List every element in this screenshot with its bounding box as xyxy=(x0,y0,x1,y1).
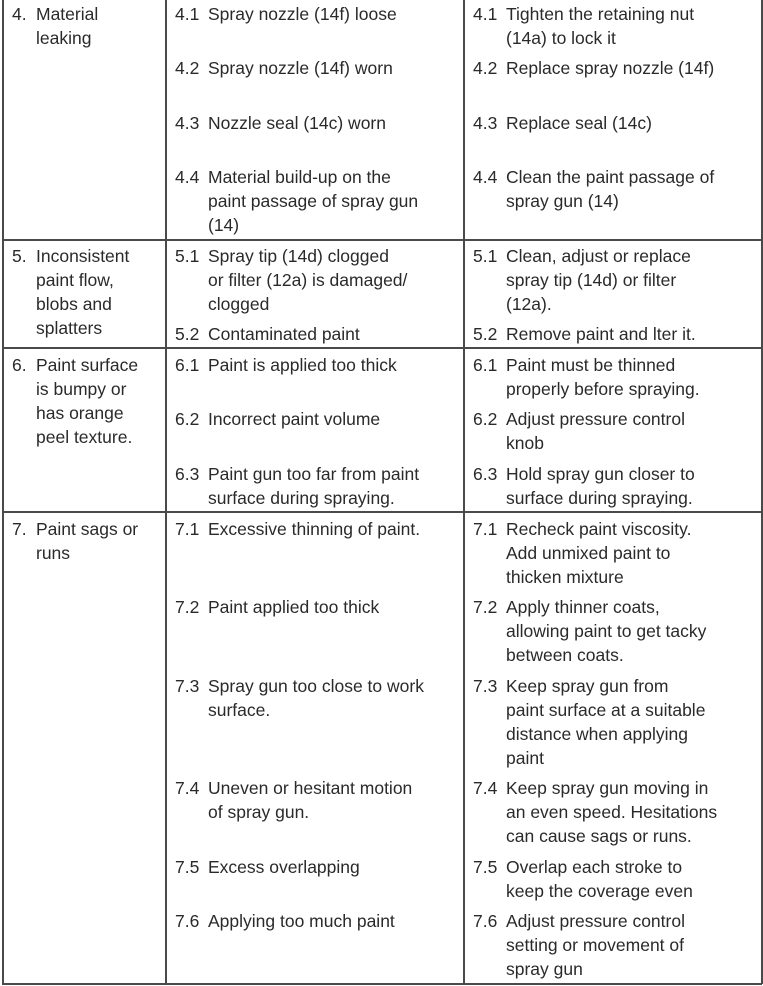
remedy-number: 4.3 xyxy=(473,113,498,133)
remedy-number: 5.2 xyxy=(473,324,498,344)
cause-number: 6.2 xyxy=(175,409,200,429)
remedy-number: 5.1 xyxy=(473,246,498,266)
cause-number: 4.3 xyxy=(175,113,200,133)
row-divider-6-7 xyxy=(2,511,762,513)
remedy-number: 4.2 xyxy=(473,58,498,78)
cause-number: 7.4 xyxy=(175,778,200,798)
cause-number: 5.1 xyxy=(175,246,200,266)
remedy-text: Clean, adjust or replace spray tip (14d) or filter (12a). xyxy=(506,246,691,314)
problem-number: 5. xyxy=(12,246,27,266)
cause-number: 4.4 xyxy=(175,167,200,187)
remedy-text: Tighten the retaining nut (14a) to lock it xyxy=(506,4,695,48)
remedy-number: 7.5 xyxy=(473,857,498,877)
cause-number: 4.1 xyxy=(175,4,200,24)
cause-text: Spray gun too close to work surface. xyxy=(208,676,424,720)
cause-number: 5.2 xyxy=(175,324,200,344)
problem-number: 7. xyxy=(12,519,27,539)
cause-number: 7.3 xyxy=(175,676,200,696)
problem-text: Paint surface is bumpy or has orange peel texture. xyxy=(36,355,139,447)
remedy-text: Keep spray gun from paint surface at a suitable distance when applying paint xyxy=(506,676,706,768)
remedy-text: Keep spray gun moving in an even speed. Hesitations can cause sags or runs. xyxy=(506,778,718,846)
cause-number: 4.2 xyxy=(175,58,200,78)
cause-text: Material build-up on the paint passage of spray gun (14) xyxy=(208,167,419,235)
cause-text: Spray tip (14d) clogged or filter (12a) is damaged/ clogged xyxy=(208,246,408,314)
cause-text: Paint gun too far from paint surface during spraying. xyxy=(208,464,420,508)
cause-text: Contaminated paint xyxy=(208,324,360,344)
remedy-number: 7.1 xyxy=(473,519,498,539)
remedy-number: 4.4 xyxy=(473,167,498,187)
remedy-text: Adjust pressure control knob xyxy=(506,409,685,453)
remedy-number: 7.2 xyxy=(473,597,498,617)
table-border-left xyxy=(2,0,4,984)
remedy-number: 7.4 xyxy=(473,778,498,798)
remedy-text: Replace spray nozzle (14f) xyxy=(506,58,715,78)
cause-number: 7.1 xyxy=(175,519,200,539)
remedy-text: Paint must be thinned properly before spraying. xyxy=(506,355,700,399)
remedy-number: 6.1 xyxy=(473,355,498,375)
remedy-text: Replace seal (14c) xyxy=(506,113,652,133)
cause-text: Nozzle seal (14c) worn xyxy=(208,113,386,133)
cause-number: 7.5 xyxy=(175,857,200,877)
remedy-number: 4.1 xyxy=(473,4,498,24)
problem-number: 6. xyxy=(12,355,27,375)
remedy-text: Adjust pressure control setting or movement of spray gun xyxy=(506,911,685,979)
remedy-text: Remove paint and lter it. xyxy=(506,324,696,344)
cause-text: Spray nozzle (14f) loose xyxy=(208,4,397,24)
cause-text: Incorrect paint volume xyxy=(208,409,381,429)
remedy-number: 7.6 xyxy=(473,911,498,931)
row-divider-5-6 xyxy=(2,347,762,349)
cause-text: Applying too much paint xyxy=(208,911,395,931)
remedy-text: Apply thinner coats, allowing paint to get tacky between coats. xyxy=(506,597,707,665)
cause-number: 7.6 xyxy=(175,911,200,931)
row-divider-4-5 xyxy=(2,239,762,241)
remedy-text: Hold spray gun closer to surface during spraying. xyxy=(506,464,695,508)
remedy-text: Overlap each stroke to keep the coverage even xyxy=(506,857,693,901)
problem-text: Inconsistent paint flow, blobs and splatters xyxy=(36,246,130,338)
cause-number: 7.2 xyxy=(175,597,200,617)
column-divider-2 xyxy=(463,0,465,984)
cause-text: Excessive thinning of paint. xyxy=(208,519,421,539)
cause-text: Excess overlapping xyxy=(208,857,360,877)
problem-text: Material leaking xyxy=(36,4,99,48)
cause-text: Paint applied too thick xyxy=(208,597,380,617)
remedy-text: Recheck paint viscosity. Add unmixed paint to thicken mixture xyxy=(506,519,692,587)
remedy-number: 6.3 xyxy=(473,464,498,484)
cause-number: 6.3 xyxy=(175,464,200,484)
column-divider-1 xyxy=(165,0,167,984)
cause-text: Uneven or hesitant motion of spray gun. xyxy=(208,778,413,822)
problem-text: Paint sags or runs xyxy=(36,519,139,563)
problem-number: 4. xyxy=(12,4,27,24)
table-border-bottom xyxy=(2,983,762,985)
cause-text: Spray nozzle (14f) worn xyxy=(208,58,393,78)
remedy-number: 6.2 xyxy=(473,409,498,429)
cause-text: Paint is applied too thick xyxy=(208,355,397,375)
cause-number: 6.1 xyxy=(175,355,200,375)
remedy-text: Clean the paint passage of spray gun (14) xyxy=(506,167,715,211)
remedy-number: 7.3 xyxy=(473,676,498,696)
